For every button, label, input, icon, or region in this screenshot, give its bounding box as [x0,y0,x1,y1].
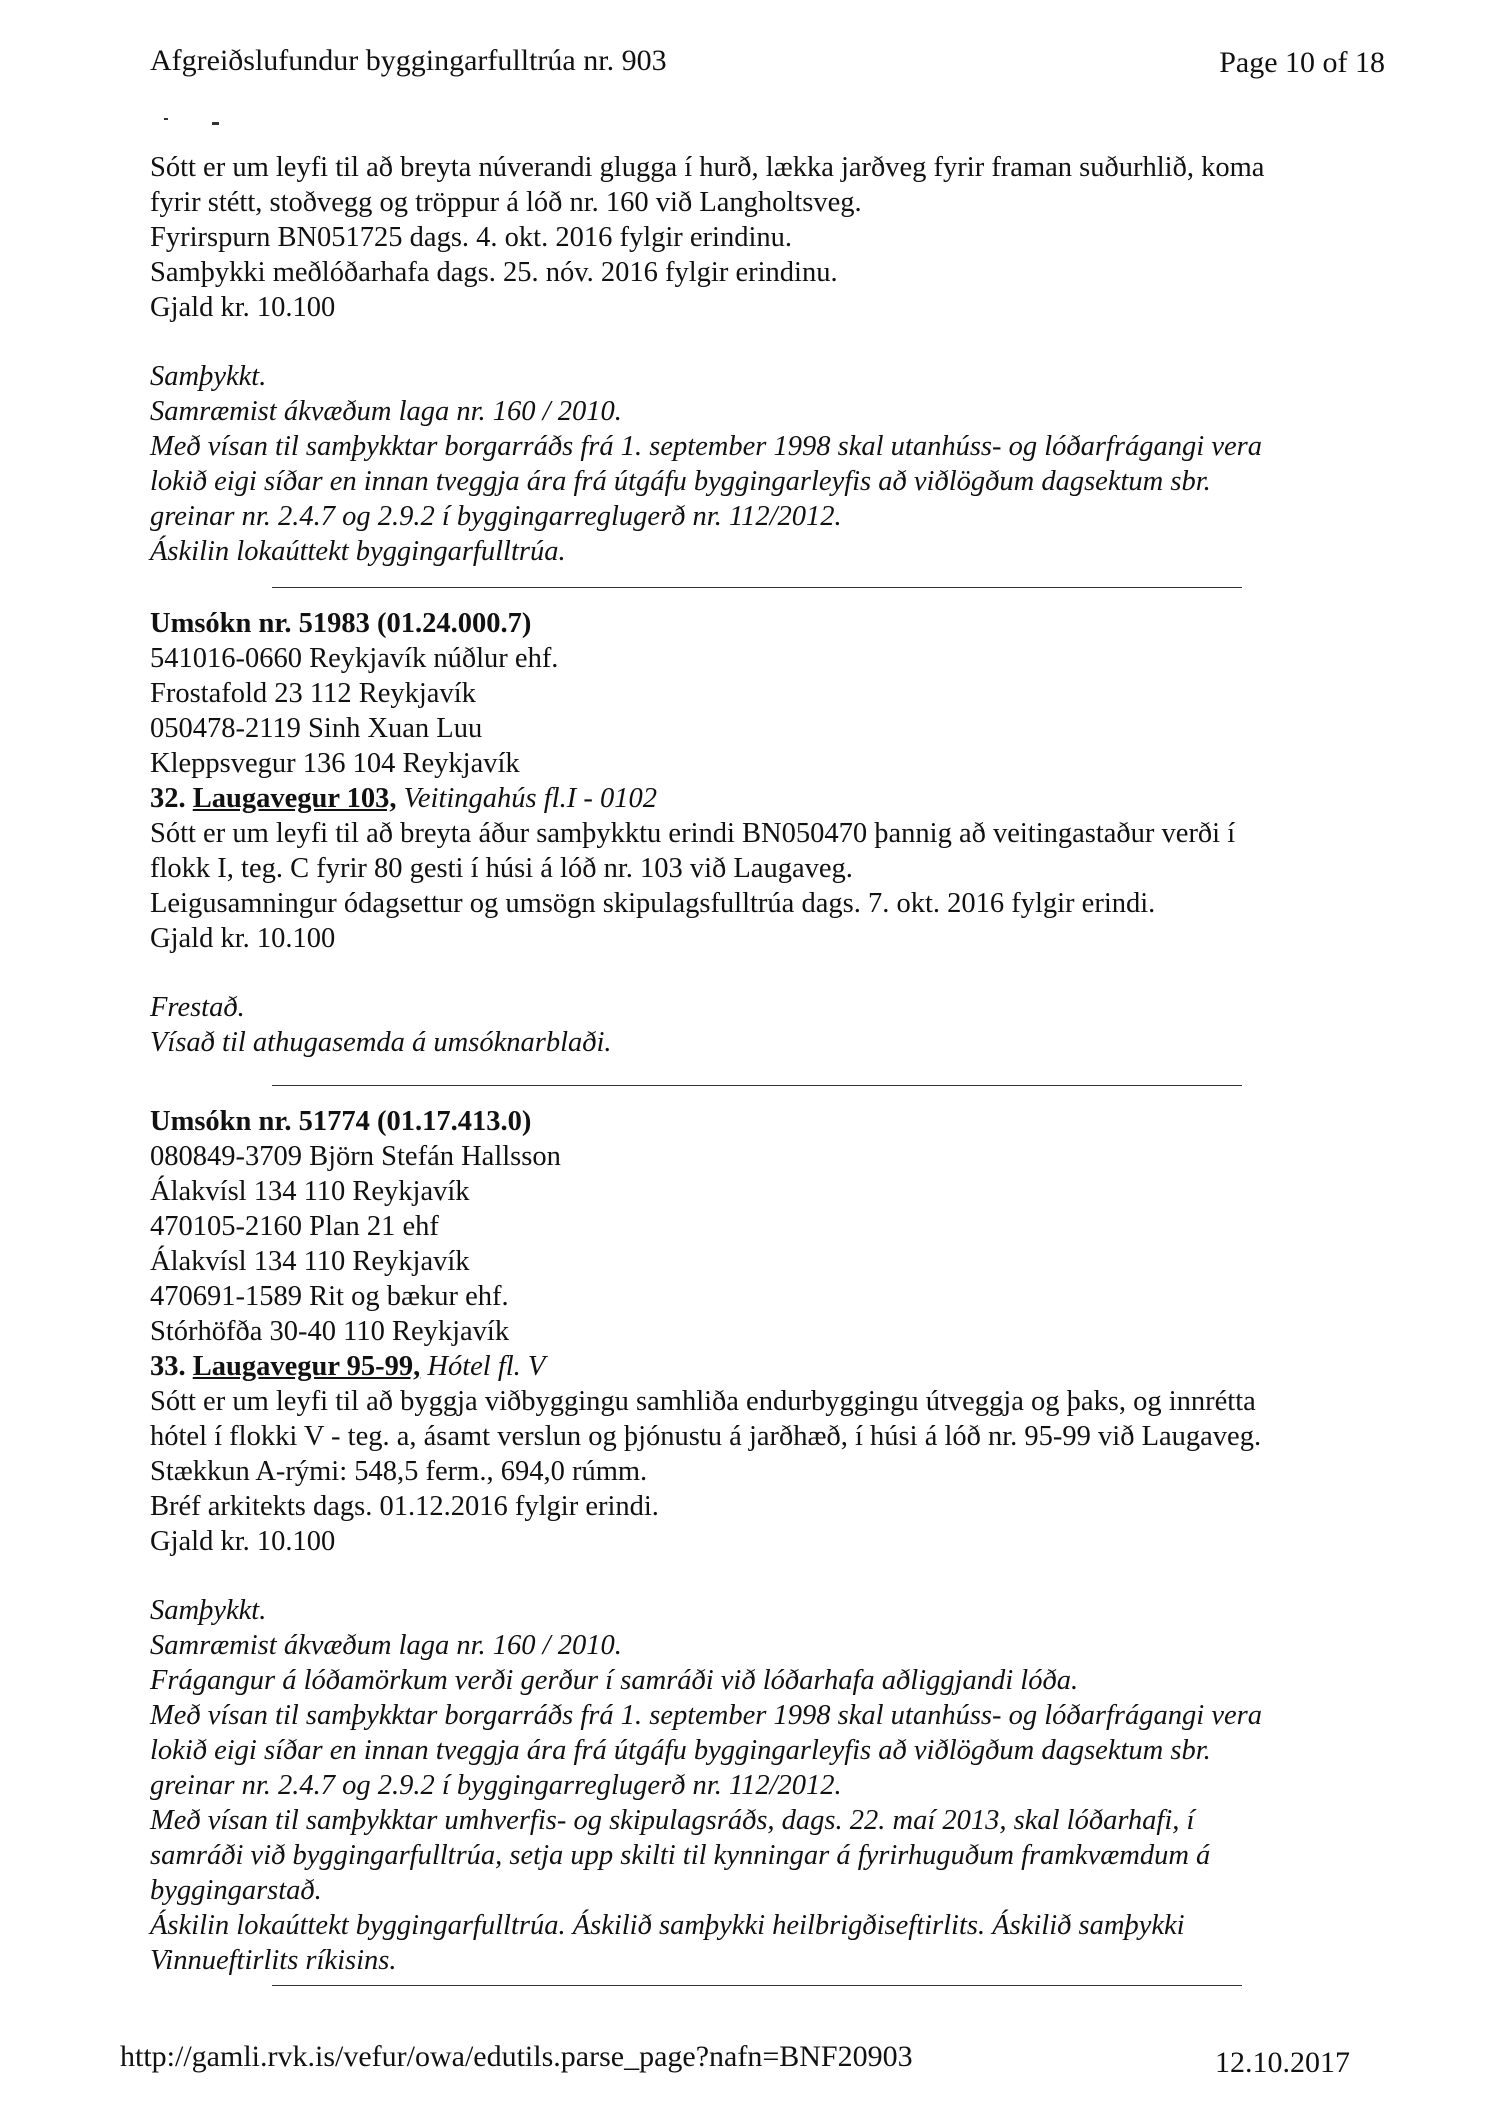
decision-line: greinar nr. 2.4.7 og 2.9.2 í byggingarreglugerð nr. 112/2012. [150,1770,842,1801]
decision-line: Með vísan til samþykktar borgarráðs frá 1. september 1998 skal utanhúss- og lóðarfrágangi vera [150,431,1262,462]
decision-line: Áskilin lokaúttekt byggingarfulltrúa. Áskilið samþykki heilbrigðiseftirlits. Áskilið samþykki [150,1910,1185,1941]
decision-line: Frágangur á lóðamörkum verði gerður í samráði við lóðarhafa aðliggjandi lóða. [150,1665,1079,1696]
party-line: 050478-2119 Sinh Xuan Luu [150,713,483,744]
decision-line: Vinnueftirlits ríkisins. [150,1945,397,1976]
party-line: 541016-0660 Reykjavík núðlur ehf. [150,643,559,674]
item-title [150,1349,1400,1384]
description-line: Gjald kr. 10.100 [150,923,336,954]
party-line: Álakvísl 134 110 Reykjavík [150,1176,470,1207]
description-line: Stækkun A-rými: 548,5 ferm., 694,0 rúmm. [150,1456,648,1487]
party-line: Kleppsvegur 136 104 Reykjavík [150,748,520,779]
footer-url: http://gamli.rvk.is/vefur/owa/edutils.parse_page?nafn=BNF20903 [120,2040,913,2073]
description-line: Sótt er um leyfi til að breyta núverandi glugga í hurð, lækka jarðveg fyrir framan suðurhlið, koma [150,152,1265,183]
item-category: Hótel fl. V [427,1351,546,1382]
top-item [150,150,1400,569]
decision-line: greinar nr. 2.4.7 og 2.9.2 í byggingarreglugerð nr. 112/2012. [150,501,842,532]
description-line: Fyrirspurn BN051725 dags. 4. okt. 2016 fylgir erindinu. [150,222,793,253]
decision-line: lokið eigi síðar en innan tveggja ára frá útgáfu byggingarleyfis að viðlögðum dagsektum sbr. [150,466,1211,497]
decision-line: Frestað. [150,992,245,1023]
decision-line: Með vísan til samþykktar umhverfis- og skipulagsráðs, dags. 22. maí 2013, skal lóðarhafi, í [150,1805,1195,1836]
description-line: Sótt er um leyfi til að breyta áður samþykktu erindi BN050470 þannig að veitingastaður verði í [150,818,1236,849]
party-line: 470105-2160 Plan 21 ehf [150,1211,439,1242]
decision-line: samráði við byggingarfulltrúa, setja upp skilti til kynningar á fyrirhuguðum framkvæmdum á [150,1840,1211,1871]
description-line: Gjald kr. 10.100 [150,292,336,323]
description-line: Samþykki meðlóðarhafa dags. 25. nóv. 2016 fylgir erindinu. [150,257,838,288]
decision-line: lokið eigi síðar en innan tveggja ára frá útgáfu byggingarleyfis að viðlögðum dagsektum sbr. [150,1735,1211,1766]
item-number: 33. [150,1351,186,1382]
scan-mark [164,118,168,120]
decision-line: Samræmist ákvæðum laga nr. 160 / 2010. [150,396,622,427]
section-divider [272,587,1242,588]
decision-line: Samræmist ákvæðum laga nr. 160 / 2010. [150,1630,622,1661]
application-heading: Umsókn nr. 51983 (01.24.000.7) [150,608,532,639]
footer-date: 12.10.2017 [1215,2046,1350,2079]
application-33 [150,1104,1400,1978]
party-line: Álakvísl 134 110 Reykjavík [150,1246,470,1277]
description-line: Sótt er um leyfi til að byggja viðbyggingu samhliða endurbyggingu útveggja og þaks, og innrétta [150,1386,1256,1417]
section-divider [272,1985,1242,1986]
party-line: 080849-3709 Björn Stefán Hallsson [150,1141,561,1172]
party-line: Frostafold 23 112 Reykjavík [150,678,476,709]
description-line: fyrir stétt, stoðvegg og tröppur á lóð nr. 160 við Langholtsveg. [150,187,862,218]
description-line: hótel í flokki V - teg. a, ásamt verslun og þjónustu á jarðhæð, í húsi á lóð nr. 95-99 við Laugaveg. [150,1421,1262,1452]
description-line: Bréf arkitekts dags. 01.12.2016 fylgir erindi. [150,1491,659,1522]
description-line: Leigusamningur ódagsettur og umsögn skipulagsfulltrúa dags. 7. okt. 2016 fylgir erindi. [150,888,1156,919]
description-line: flokk I, teg. C fyrir 80 gesti í húsi á lóð nr. 103 við Laugaveg. [150,853,853,884]
application-heading: Umsókn nr. 51774 (01.17.413.0) [150,1106,532,1137]
description-line: Gjald kr. 10.100 [150,1526,336,1557]
decision-line: Samþykkt. [150,1595,267,1626]
page-header-title: Afgreiðslufundur byggingarfulltrúa nr. 903 [150,44,667,77]
decision-line: byggingarstað. [150,1875,322,1906]
item-number: 32. [150,783,186,814]
item-category: Veitingahús fl.I - 0102 [403,783,657,814]
decision-line: Vísað til athugasemda á umsóknarblaði. [150,1027,612,1058]
item-title [150,781,1400,816]
page-number: Page 10 of 18 [1219,46,1385,79]
decision-line: Áskilin lokaúttekt byggingarfulltrúa. [150,536,566,567]
scan-mark [212,122,219,125]
item-address: Laugavegur 103, [192,783,397,814]
party-line: Stórhöfða 30-40 110 Reykjavík [150,1316,510,1347]
decision-line: Með vísan til samþykktar borgarráðs frá 1. september 1998 skal utanhúss- og lóðarfrágangi vera [150,1700,1262,1731]
item-address: Laugavegur 95-99, [192,1351,421,1382]
party-line: 470691-1589 Rit og bækur ehf. [150,1281,509,1312]
application-32 [150,606,1400,1060]
section-divider [272,1085,1242,1086]
decision-line: Samþykkt. [150,361,267,392]
